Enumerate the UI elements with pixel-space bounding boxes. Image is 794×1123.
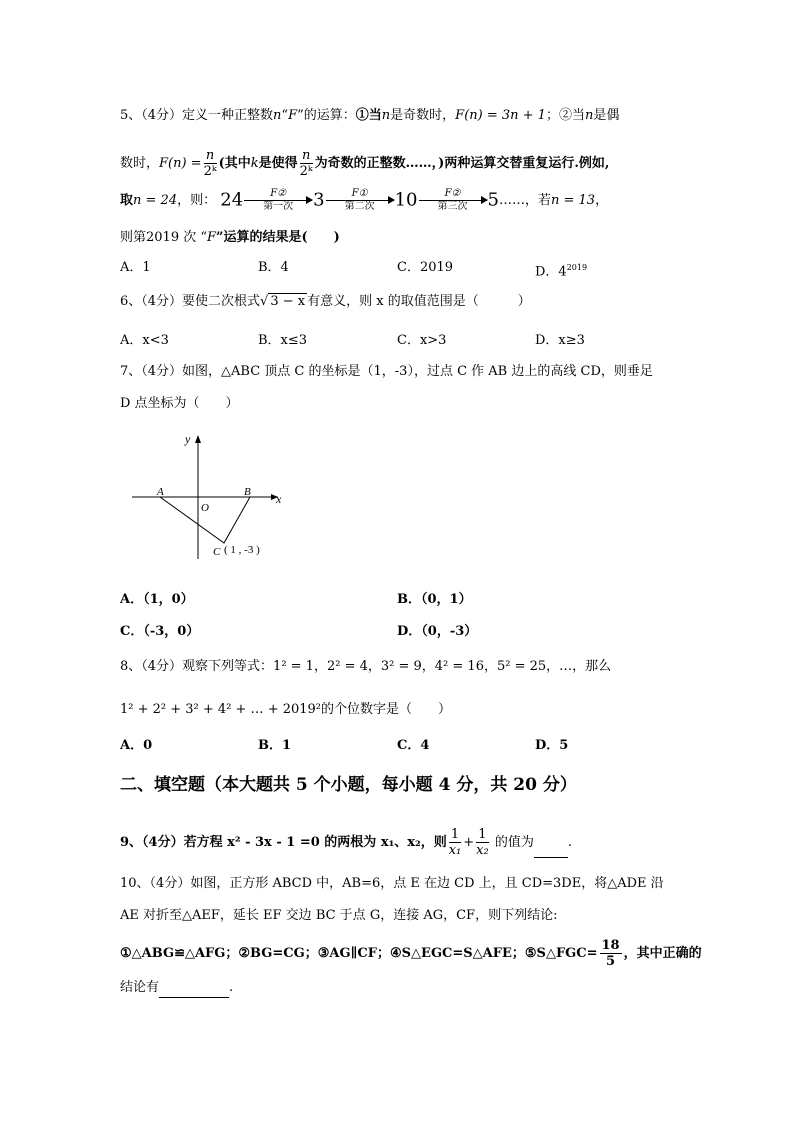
q5-text: 是偶 xyxy=(593,108,620,123)
frac-num: n xyxy=(300,148,313,164)
q5-text: 数时， xyxy=(120,156,160,171)
frac-den: 5 xyxy=(606,954,616,969)
q5-quote-open: “ xyxy=(281,108,289,123)
q8-equalities: 1² = 1，2² = 4，3² = 9，4² = 16，5² = 25，…，那么 xyxy=(273,659,612,674)
sqrt-sign: √ xyxy=(260,294,269,309)
q7-option-c[interactable]: C．（-3，0） xyxy=(120,624,200,639)
q5-text: 则第2019 次 “ xyxy=(120,230,207,245)
arrow-label-bottom: 第三次 xyxy=(437,201,468,212)
q5-line-4 xyxy=(120,228,340,248)
var-n: n xyxy=(273,108,282,123)
label-b: B xyxy=(244,486,251,498)
q5-text: ， xyxy=(595,193,609,208)
q7-option-b[interactable]: B．（0，1） xyxy=(397,592,472,607)
q5-text: ，则： xyxy=(177,193,217,208)
arrow-label-bottom: 第二次 xyxy=(344,201,375,212)
frac-num: n xyxy=(204,148,217,164)
q9-text: 的值为 xyxy=(494,835,534,850)
q5-n13: n = 13 xyxy=(550,193,596,208)
q8-sum-expression: 1² + 2² + 3² + 4² + … + 2019² xyxy=(120,702,322,717)
seq-5: 5 xyxy=(487,189,499,211)
q5-formula-even: F(n) = xyxy=(159,156,202,171)
q8-option-b[interactable]: B．1 xyxy=(258,738,292,753)
q8-option-d[interactable]: D．5 xyxy=(535,738,569,753)
q8-line-1 xyxy=(120,657,611,677)
frac-num: 18 xyxy=(601,938,620,953)
q6-line xyxy=(120,292,531,312)
opt-d-exponent: 2019 xyxy=(566,263,588,272)
q10-line-1: 10、（4分）如图，正方形 ABCD 中，AB=6，点 E 在边 CD 上，且 CD=3DE，将△ADE 沿 xyxy=(120,876,664,891)
var-n: n xyxy=(584,108,594,123)
q5-line-1 xyxy=(120,106,619,126)
q9-answer-blank[interactable] xyxy=(534,837,568,858)
fraction-n-over-2k xyxy=(300,148,313,179)
q10-text: 结论有 xyxy=(120,980,160,995)
q6-text: 有意义，则 x 的取值范围是（ ） xyxy=(307,294,531,309)
q9-text: 9、（4分）若方程 x² - 3x - 1 =0 的两根为 x₁、x₂，则 xyxy=(120,835,447,850)
q6-option-b[interactable]: B．x≤3 xyxy=(258,333,308,348)
frac-num: 1 xyxy=(449,827,462,843)
q6-option-d[interactable]: D．x≥3 xyxy=(535,333,585,348)
q8-option-a[interactable]: A．0 xyxy=(120,738,153,753)
q5-text: ，若 xyxy=(524,193,551,208)
label-o: O xyxy=(201,502,209,514)
q5-option-c[interactable]: C．2019 xyxy=(397,260,454,275)
q5-text: ”的运算： xyxy=(297,108,356,123)
q5-text: ”运算的结果是( ) xyxy=(216,230,340,245)
fraction-18-over-5 xyxy=(600,938,622,969)
var-F: F xyxy=(207,230,217,245)
q10-line-2: AE 对折至△AEF，延长 EF 交边 BC 于点 G，连接 AG，CF，则下列结论: xyxy=(120,908,558,923)
arrow-label-top: F② xyxy=(444,188,461,199)
q10-line-3 xyxy=(120,938,702,969)
frac-den: x₁ xyxy=(448,843,462,858)
label-c-coord: ( 1 , -3 ) xyxy=(224,544,260,556)
q10-text: ，其中正确的 xyxy=(623,946,702,961)
arrow-line xyxy=(244,200,312,201)
q6-option-c[interactable]: C．x>3 xyxy=(397,333,447,348)
q5-line-3 xyxy=(120,188,608,213)
arrow-line xyxy=(326,200,394,201)
seq-dots: …… xyxy=(498,193,525,208)
arrow-label-top: F① xyxy=(351,188,368,199)
q8-text: 的个位数字是（ ） xyxy=(321,702,452,717)
q7-option-a[interactable]: A．（1，0） xyxy=(120,592,194,607)
q8-option-c[interactable]: C．4 xyxy=(397,738,430,753)
arrow-step-3 xyxy=(419,188,487,213)
q8-line-2 xyxy=(120,700,451,720)
var-k: k xyxy=(250,156,259,171)
q6-option-a[interactable]: A．x<3 xyxy=(120,333,169,348)
section-heading-fill-in: 二、填空题（本大题共 5 个小题，每小题 4 分，共 20 分） xyxy=(120,775,577,795)
q9-period: . xyxy=(567,835,572,850)
q5-text: ①当 xyxy=(355,108,382,123)
q8-text: 8、（4分）观察下列等式： xyxy=(120,659,274,674)
frac-den: 2ᵏ xyxy=(299,164,313,179)
q5-text: (其中 xyxy=(218,156,251,171)
q5-option-d[interactable] xyxy=(535,258,587,282)
frac-den: x₂ xyxy=(476,843,489,858)
q7-line-2: D 点坐标为（ ） xyxy=(120,396,239,411)
q5-text: 取 xyxy=(120,193,134,208)
q5-text: 5、（4分）定义一种正整数 xyxy=(120,108,274,123)
arrow-step-2 xyxy=(326,188,394,213)
var-n: n xyxy=(381,108,391,123)
sqrt-radicand: 3 − x xyxy=(270,294,306,309)
arrow-line xyxy=(419,200,487,201)
q6-text: 6、（4分）要使二次根式 xyxy=(120,294,261,309)
arrow-label-top: F② xyxy=(270,188,287,199)
q7-line-1: 7、（4分）如图，△ABC 顶点 C 的坐标是（1，-3），过点 C 作 AB 边上的高线 CD，则垂足 xyxy=(120,364,653,379)
seq-24: 24 xyxy=(220,189,244,211)
q5-formula-odd: F(n) = 3n + 1 xyxy=(455,108,546,123)
q5-text: 是使得 xyxy=(258,156,298,171)
q9-line xyxy=(120,827,572,858)
arrow-step-1 xyxy=(244,188,312,213)
fraction-1-over-x1 xyxy=(449,827,462,858)
q5-line-2 xyxy=(120,148,609,179)
frac-num: 1 xyxy=(476,827,489,843)
fraction-1-over-x2 xyxy=(476,827,489,858)
q5-option-b[interactable]: B．4 xyxy=(258,260,289,275)
q10-line-4 xyxy=(120,977,233,998)
opt-d-base: D．4 xyxy=(535,264,567,280)
arrow-label-bottom: 第一次 xyxy=(263,201,294,212)
q5-option-a[interactable]: A．1 xyxy=(120,260,151,275)
q5-text: ；②当 xyxy=(545,108,585,123)
label-y: y xyxy=(185,432,191,446)
label-c: C xyxy=(213,546,221,558)
seq-10: 10 xyxy=(394,189,418,211)
frac-den: 2ᵏ xyxy=(203,164,217,179)
fraction-n-over-2k xyxy=(204,148,217,179)
label-a: A xyxy=(157,486,164,498)
q5-text: 为奇数的正整数……，)两种运算交替重复运行.例如, xyxy=(314,156,610,171)
seq-3: 3 xyxy=(313,189,325,211)
q5-n-value: n = 24 xyxy=(133,193,178,208)
q5-text: 是奇数时， xyxy=(390,108,456,123)
var-F: F xyxy=(288,108,298,123)
y-axis-arrow xyxy=(195,435,201,443)
q7-figure xyxy=(120,425,300,565)
q10-conclusions: ①△ABG≌△AFG；②BG=CG；③AG∥CF；④S△EGC=S△AFE；⑤S△FGC= xyxy=(120,946,598,961)
q7-option-d[interactable]: D．（0，-3） xyxy=(397,624,478,639)
label-x: x xyxy=(276,492,282,506)
q10-period: . xyxy=(229,980,234,995)
q10-answer-blank[interactable] xyxy=(159,977,229,998)
plus-sign: + xyxy=(463,835,475,850)
